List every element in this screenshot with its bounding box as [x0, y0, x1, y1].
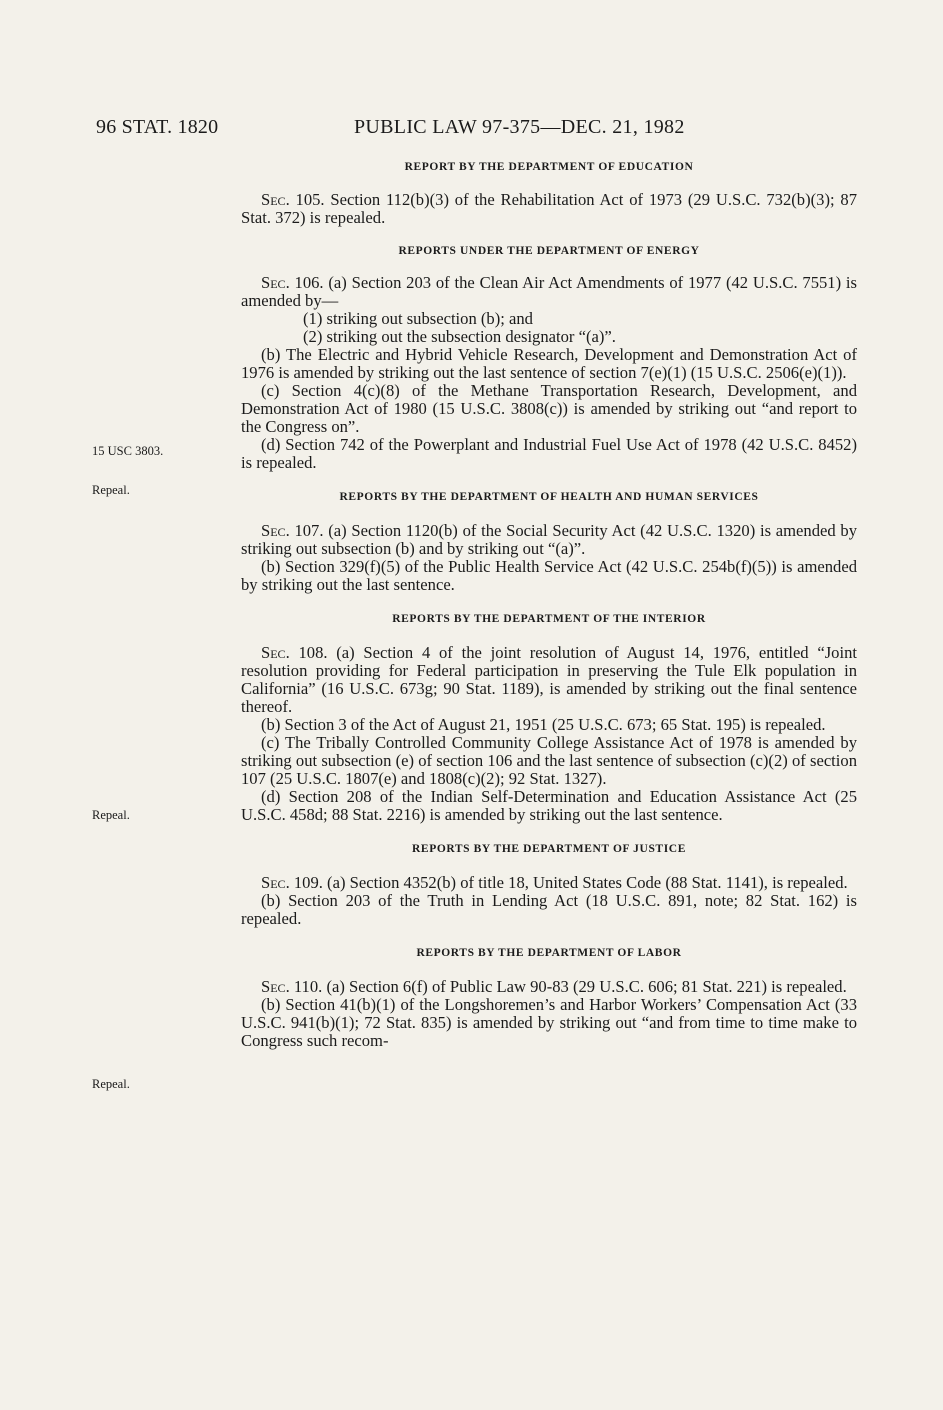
list-item: (1) striking out subsection (b); and — [303, 309, 533, 328]
law-title: PUBLIC LAW 97-375—DEC. 21, 1982 — [354, 116, 685, 138]
section-heading: REPORTS BY THE DEPARTMENT OF HEALTH AND HUMAN SERVICES — [339, 491, 759, 503]
paragraph-text: 110. (a) Section 6(f) of Public Law 90-83 (29 U.S.C. 606; 81 Stat. 221) is repealed. — [289, 977, 847, 996]
section-107-a — [241, 522, 857, 558]
sec-label: Sec. — [261, 521, 290, 540]
section-heading: REPORTS BY THE DEPARTMENT OF THE INTERIOR — [392, 613, 706, 625]
section-108-a — [241, 644, 857, 716]
sec-label: Sec. — [261, 643, 290, 662]
section-108-d: (d) Section 208 of the Indian Self-Determination and Education Assistance Act (25 U.S.C. 458d; 88 Stat. 2216) is amended by striking out the last sentence. — [241, 787, 857, 824]
paragraph-text: 105. Section 112(b)(3) of the Rehabilitation Act of 1973 (29 U.S.C. 732(b)(3); 87 Stat. 372) is repealed. — [241, 190, 857, 227]
paragraph-text: 107. (a) Section 1120(b) of the Social Security Act (42 U.S.C. 1320) is amended by striking out subsection (b) and by striking out “(a)”. — [241, 521, 857, 558]
stat-reference: 96 STAT. 1820 — [96, 116, 219, 138]
margin-note-repeal: Repeal. — [92, 808, 130, 822]
section-heading: REPORT BY THE DEPARTMENT OF EDUCATION — [404, 161, 694, 173]
paragraph-text: 109. (a) Section 4352(b) of title 18, United States Code (88 Stat. 1141), is repealed. — [289, 873, 848, 892]
sec-label: Sec. — [261, 273, 290, 292]
paragraph-text: 108. (a) Section 4 of the joint resolution of August 14, 1976, entitled “Joint resolution providing for Federal participation in preserving the Tule Elk population in California” (16 U.S.C. 673g; 90 Stat. 1189), is amended by striking out the final sentence thereof. — [241, 643, 857, 716]
list-item: (2) striking out the subsection designator “(a)”. — [303, 327, 616, 346]
section-heading: REPORTS BY THE DEPARTMENT OF LABOR — [416, 947, 682, 959]
sec-label: Sec. — [261, 977, 290, 996]
section-109-a — [241, 874, 857, 892]
section-106-d: (d) Section 742 of the Powerplant and Industrial Fuel Use Act of 1978 (42 U.S.C. 8452) is repealed. — [241, 435, 857, 472]
section-110-a — [241, 978, 857, 996]
margin-note-usc: 15 USC 3803. — [92, 444, 164, 458]
margin-note-repeal: Repeal. — [92, 1077, 130, 1091]
section-108-c: (c) The Tribally Controlled Community College Assistance Act of 1978 is amended by striking out subsection (e) of section 106 and the last sentence of subsection (c)(2) of section 107 (25 U.S.C. 1807(e) and 1808(c)(2); 92 Stat. 1327). — [241, 733, 857, 788]
section-106-c: (c) Section 4(c)(8) of the Methane Transportation Research, Development, and Demonstration Act of 1980 (15 U.S.C. 3808(c)) is amended by striking out “and report to the Congress on”. — [241, 381, 857, 436]
section-107-b: (b) Section 329(f)(5) of the Public Health Service Act (42 U.S.C. 254b(f)(5)) is amended by striking out the last sentence. — [241, 557, 857, 594]
sec-label: Sec. — [261, 190, 290, 209]
section-106-a — [241, 274, 857, 310]
body-text — [241, 160, 857, 1050]
section-110-b: (b) Section 41(b)(1) of the Longshoremen’s and Harbor Workers’ Compensation Act (33 U.S.C. 941(b)(1); 72 Stat. 835) is amended by striking out “and from time to time make to Congress such recom- — [241, 995, 857, 1050]
margin-note-repeal: Repeal. — [92, 483, 130, 497]
section-heading: REPORTS UNDER THE DEPARTMENT OF ENERGY — [398, 245, 700, 257]
section-109-b: (b) Section 203 of the Truth in Lending Act (18 U.S.C. 891, note; 82 Stat. 162) is repealed. — [241, 891, 857, 928]
sec-label: Sec. — [261, 873, 290, 892]
section-106-b: (b) The Electric and Hybrid Vehicle Research, Development and Demonstration Act of 1976 is amended by striking out the last sentence of section 7(e)(1) (15 U.S.C. 2506(e)(1)). — [241, 345, 857, 382]
section-105 — [241, 191, 857, 227]
section-108-b: (b) Section 3 of the Act of August 21, 1951 (25 U.S.C. 673; 65 Stat. 195) is repealed. — [261, 715, 826, 734]
paragraph-text: 106. (a) Section 203 of the Clean Air Act Amendments of 1977 (42 U.S.C. 7551) is amended by— — [241, 273, 857, 310]
section-heading: REPORTS BY THE DEPARTMENT OF JUSTICE — [412, 843, 686, 855]
